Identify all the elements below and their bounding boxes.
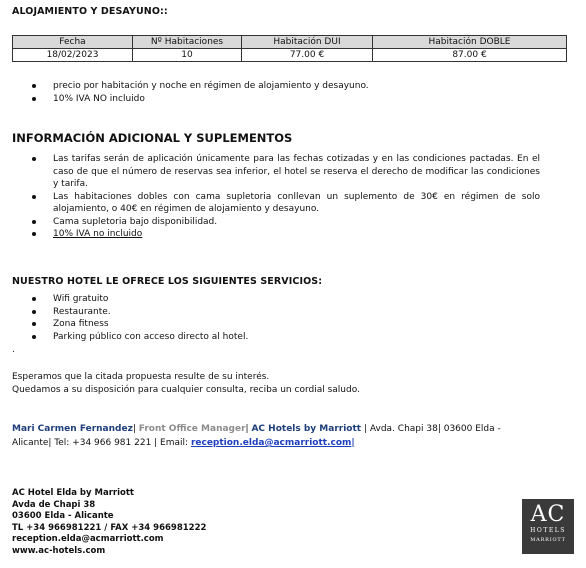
footer-hotel-name: AC Hotel Elda by Marriott <box>12 488 134 498</box>
stray-dot: . <box>12 345 15 355</box>
footer-city: 03600 Elda - Alicante <box>12 511 114 521</box>
cell-date: 18/02/2023 <box>13 49 133 62</box>
signature-city-phone: Alicante| Tel: +34 966 981 221 | Email: <box>12 438 189 448</box>
signature-separator: | <box>245 424 249 434</box>
list-item: Cama supletoria bajo disponibilidad. <box>12 216 540 229</box>
signature-email-link[interactable]: reception.elda@acmarriott.com <box>190 438 352 448</box>
section-title-services: NUESTRO HOTEL LE OFRECE LOS SIGUIENTES SERVICIOS: <box>12 276 323 287</box>
cell-double-price: 87.00 € <box>373 49 567 62</box>
list-item: 10% IVA NO incluido <box>12 93 552 106</box>
ac-hotels-logo <box>522 499 574 554</box>
supplements-list <box>12 153 540 241</box>
footer-address-block <box>12 488 206 557</box>
list-item: Parking público con acceso directo al hotel. <box>12 331 552 344</box>
closing-text <box>12 371 572 397</box>
signature-separator: | <box>351 438 355 448</box>
vat-note: 10% IVA no incluido <box>53 229 143 239</box>
column-header-date: Fecha <box>13 36 133 49</box>
footer-website: www.ac-hotels.com <box>12 545 106 556</box>
cell-rooms: 10 <box>133 49 242 62</box>
closing-line-1: Esperamos que la citada propuesta resulte de su interés. <box>12 372 270 382</box>
column-header-double: Habitación DOBLE <box>373 36 567 49</box>
column-header-rooms: Nº Habitaciones <box>133 36 242 49</box>
logo-main-text: AC <box>530 502 566 527</box>
footer-phone-fax: TL +34 966981221 / FAX +34 966981222 <box>12 522 207 533</box>
logo-brand-text: MARRIOTT <box>530 537 566 543</box>
signature-organization: AC Hotels by Marriott <box>251 424 362 434</box>
list-item: Wifi gratuito <box>12 293 552 306</box>
cell-dui-price: 77.00 € <box>242 49 373 62</box>
signature-name: Mari Carmen Fernandez <box>12 424 133 434</box>
signature-separator: | <box>132 424 136 434</box>
closing-line-2: Quedamos a su disposición para cualquier consulta, reciba un cordial saludo. <box>12 385 360 395</box>
signature-separator: | <box>363 424 368 434</box>
list-item: Restaurante. <box>12 306 552 319</box>
list-item <box>12 228 540 241</box>
price-notes-list <box>12 80 552 105</box>
footer-email: reception.elda@acmarriott.com <box>12 534 164 544</box>
section-title-accommodation: ALOJAMIENTO Y DESAYUNO:: <box>12 6 168 17</box>
list-item: precio por habitación y noche en régimen de alojamiento y desayuno. <box>12 80 552 93</box>
services-list <box>12 293 552 343</box>
email-signature <box>12 422 572 450</box>
list-item: Las tarifas serán de aplicación únicamente para las fechas cotizadas y en las condiciones pactadas. En el caso de que el número de reservas sea inferior, el hotel se reserva el derecho de modificar las condiciones y tarifa. <box>12 153 540 191</box>
signature-role: Front Office Manager <box>138 424 246 434</box>
section-title-additional-info: INFORMACIÓN ADICIONAL Y SUPLEMENTOS <box>12 131 293 145</box>
rates-table <box>12 35 567 62</box>
logo-sub-text: HOTELS <box>530 527 566 534</box>
table-header-row <box>13 36 567 49</box>
footer-street: Avda de Chapi 38 <box>12 499 96 510</box>
table-row <box>13 49 567 62</box>
list-item: Las habitaciones dobles con cama supletoria conllevan un suplemento de 30€ en régimen de solo alojamiento, o 40€ en régimen de alojamiento y desayuno. <box>12 191 540 216</box>
signature-address: Avda. Chapi 38| 03600 Elda - <box>369 424 501 434</box>
column-header-dui: Habitación DUI <box>242 36 373 49</box>
list-item: Zona fitness <box>12 318 552 331</box>
